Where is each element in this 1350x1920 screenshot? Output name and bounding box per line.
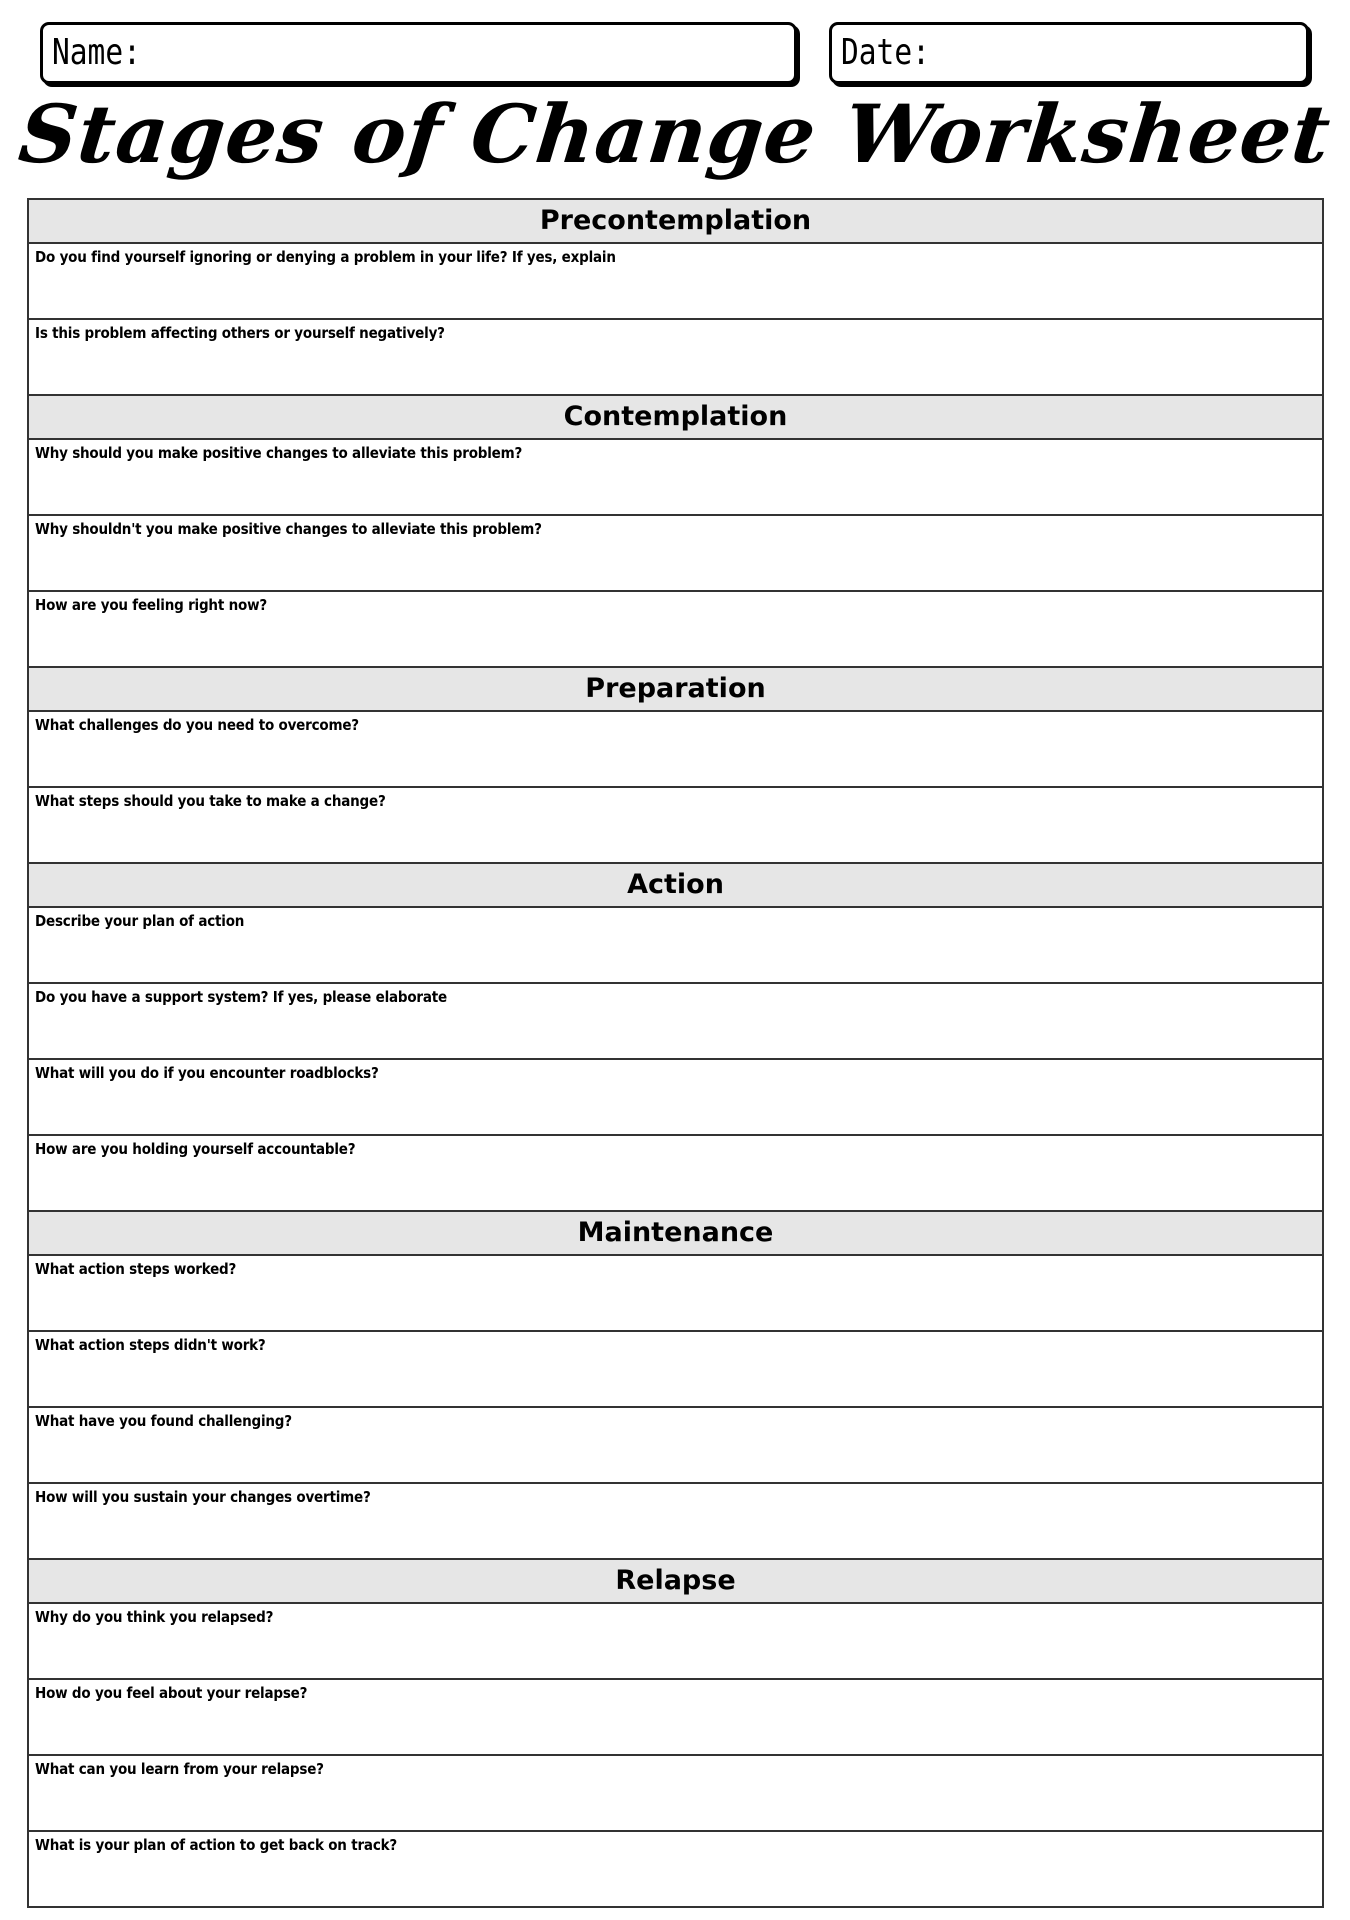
question-label: How do you feel about your relapse?	[35, 1684, 308, 1702]
section-header-relapse: Relapse	[29, 1560, 1322, 1604]
question-label: What challenges do you need to overcome?	[35, 716, 359, 734]
answer-field[interactable]	[35, 1858, 1316, 1902]
question-label: Why shouldn't you make positive changes to alleviate this problem?	[35, 520, 542, 538]
question-row	[29, 1604, 1322, 1680]
question-label: What steps should you take to make a change?	[35, 792, 386, 810]
question-label: Why should you make positive changes to alleviate this problem?	[35, 444, 523, 462]
question-row	[29, 320, 1322, 396]
question-label: What action steps worked?	[35, 1260, 237, 1278]
question-row	[29, 1408, 1322, 1484]
question-label: What will you do if you encounter roadblocks?	[35, 1064, 379, 1082]
question-label: Describe your plan of action	[35, 912, 245, 930]
section-header-maintenance: Maintenance	[29, 1212, 1322, 1256]
answer-field[interactable]	[35, 814, 1316, 858]
question-row	[29, 1256, 1322, 1332]
question-label: What have you found challenging?	[35, 1412, 292, 1430]
answer-field[interactable]	[35, 1010, 1316, 1054]
name-field-box	[40, 22, 797, 84]
answer-field[interactable]	[35, 934, 1316, 978]
question-row	[29, 516, 1322, 592]
section-header-precontemplation: Precontemplation	[29, 200, 1322, 244]
question-row	[29, 788, 1322, 864]
question-label: How are you feeling right now?	[35, 596, 267, 614]
question-label: Is this problem affecting others or yourself negatively?	[35, 324, 445, 342]
answer-field[interactable]	[35, 1630, 1316, 1674]
question-row	[29, 908, 1322, 984]
date-input[interactable]	[947, 35, 1294, 77]
answer-field[interactable]	[35, 346, 1316, 390]
question-label: Why do you think you relapsed?	[35, 1608, 274, 1626]
worksheet-title: Stages of Change Worksheet	[14, 87, 1336, 181]
section-header-action: Action	[29, 864, 1322, 908]
question-label: What is your plan of action to get back on track?	[35, 1836, 398, 1854]
date-label: Date:	[841, 32, 930, 73]
question-row	[29, 1136, 1322, 1212]
question-row	[29, 440, 1322, 516]
name-input[interactable]	[173, 35, 782, 77]
question-row	[29, 1484, 1322, 1560]
answer-field[interactable]	[35, 1086, 1316, 1130]
answer-field[interactable]	[35, 1162, 1316, 1206]
answer-field[interactable]	[35, 1282, 1316, 1326]
question-row	[29, 244, 1322, 320]
worksheet-table	[27, 198, 1324, 1908]
question-label: What action steps didn't work?	[35, 1336, 266, 1354]
question-label: How will you sustain your changes overtime?	[35, 1488, 371, 1506]
name-label: Name:	[52, 32, 141, 73]
question-row	[29, 984, 1322, 1060]
question-label: How are you holding yourself accountable?	[35, 1140, 356, 1158]
answer-field[interactable]	[35, 1434, 1316, 1478]
question-row	[29, 712, 1322, 788]
answer-field[interactable]	[35, 1510, 1316, 1554]
answer-field[interactable]	[35, 542, 1316, 586]
answer-field[interactable]	[35, 1782, 1316, 1826]
answer-field[interactable]	[35, 738, 1316, 782]
question-label: Do you find yourself ignoring or denying a problem in your life? If yes, explain	[35, 248, 616, 266]
question-row	[29, 1332, 1322, 1408]
question-label: What can you learn from your relapse?	[35, 1760, 324, 1778]
answer-field[interactable]	[35, 1358, 1316, 1402]
question-row	[29, 1060, 1322, 1136]
date-field-box	[829, 22, 1309, 84]
answer-field[interactable]	[35, 618, 1316, 662]
answer-field[interactable]	[35, 466, 1316, 510]
section-header-preparation: Preparation	[29, 668, 1322, 712]
question-label: Do you have a support system? If yes, please elaborate	[35, 988, 448, 1006]
answer-field[interactable]	[35, 1706, 1316, 1750]
question-row	[29, 1680, 1322, 1756]
section-header-contemplation: Contemplation	[29, 396, 1322, 440]
answer-field[interactable]	[35, 270, 1316, 314]
question-row	[29, 1756, 1322, 1832]
question-row	[29, 592, 1322, 668]
question-row	[29, 1832, 1322, 1906]
